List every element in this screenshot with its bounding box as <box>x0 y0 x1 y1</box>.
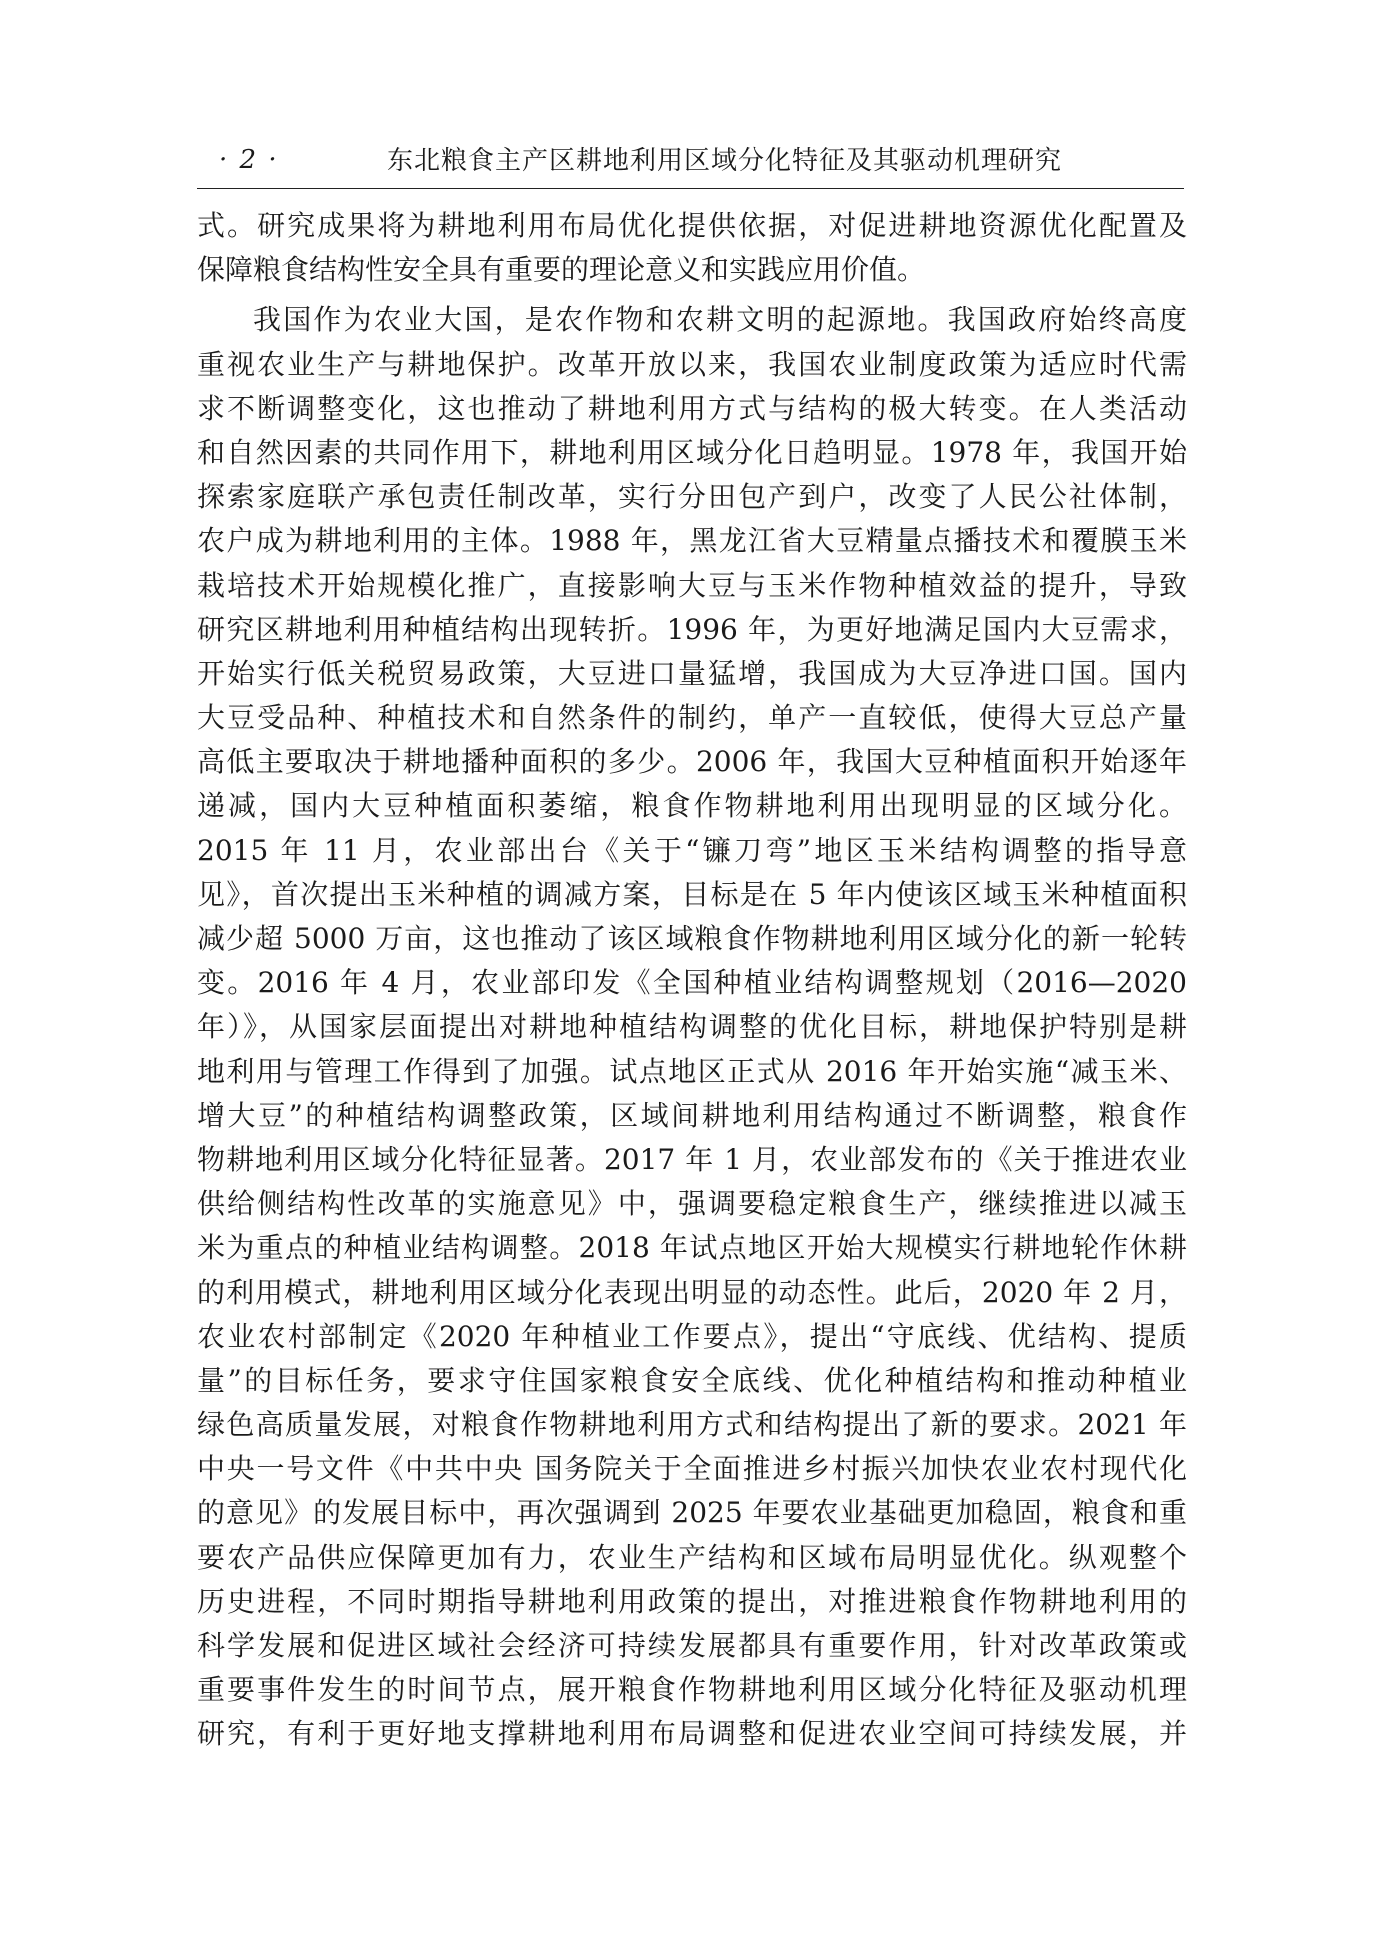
text-line: 求不断调整变化，这也推动了耕地利用方式与结构的极大转变。在人类活动 <box>197 391 1187 425</box>
paragraph <box>197 298 1187 1756</box>
text-line: 减少超 5000 万亩，这也推动了该区域粮食作物耕地利用区域分化的新一轮转 <box>197 922 1187 955</box>
text-line: 增大豆”的种植结构调整政策，区域间耕地利用结构通过不断调整，粮食作 <box>197 1098 1187 1132</box>
text-line: 重视农业生产与耕地保护。改革开放以来，我国农业制度政策为适应时代需 <box>197 347 1187 381</box>
body-text <box>197 204 1187 1757</box>
text-line: 我国作为农业大国，是农作物和农耕文明的起源地。我国政府始终高度 <box>253 303 1187 337</box>
text-line: 中央一号文件《中共中央 国务院关于全面推进乡村振兴加快农业农村现代化 <box>197 1452 1187 1486</box>
text-line: 历史进程，不同时期指导耕地利用政策的提出，对推进粮食作物耕地利用的 <box>197 1584 1187 1618</box>
text-line: 大豆受品种、种植技术和自然条件的制约，单产一直较低，使得大豆总产量 <box>197 701 1187 735</box>
text-line: 重要事件发生的时间节点，展开粮食作物耕地利用区域分化特征及驱动机理 <box>197 1673 1187 1707</box>
running-head <box>197 140 1184 190</box>
text-line: 开始实行低关税贸易政策，大豆进口量猛增，我国成为大豆净进口国。国内 <box>197 656 1187 690</box>
text-line: 米为重点的种植业结构调整。2018 年试点地区开始大规模实行耕地轮作休耕 <box>197 1231 1187 1265</box>
text-line: 科学发展和促进区域社会经济可持续发展都具有重要作用，针对改革政策或 <box>197 1629 1187 1662</box>
text-line: 农户成为耕地利用的主体。1988 年，黑龙江省大豆精量点播技术和覆膜玉米 <box>197 524 1187 558</box>
text-line: 保障粮食结构性安全具有重要的理论意义和实践应用价值。 <box>197 253 926 287</box>
text-line: 式。研究成果将为耕地利用布局优化提供依据，对促进耕地资源优化配置及 <box>197 209 1187 242</box>
text-line: 见》，首次提出玉米种植的调减方案，目标是在 5 年内使该区域玉米种植面积 <box>197 877 1187 911</box>
text-line: 的利用模式，耕地利用区域分化表现出明显的动态性。此后，2020 年 2 月， <box>197 1275 1187 1309</box>
text-line: 年）》，从国家层面提出对耕地种植结构调整的优化目标，耕地保护特别是耕 <box>197 1010 1187 1044</box>
text-line: 递减，国内大豆种植面积萎缩，粮食作物耕地利用出现明显的区域分化。 <box>197 789 1187 823</box>
paragraph <box>197 204 1187 292</box>
text-line: 探索家庭联产承包责任制改革，实行分田包产到户，改变了人民公社体制， <box>197 480 1187 514</box>
text-line: 绿色高质量发展，对粮食作物耕地利用方式和结构提出了新的要求。2021 年 <box>197 1408 1187 1442</box>
text-line: 地利用与管理工作得到了加强。试点地区正式从 2016 年开始实施“减玉米、 <box>197 1054 1187 1088</box>
text-line: 栽培技术开始规模化推广，直接影响大豆与玉米作物种植效益的提升，导致 <box>197 568 1187 602</box>
text-line: 物耕地利用区域分化特征显著。2017 年 1 月，农业部发布的《关于推进农业 <box>197 1142 1187 1176</box>
text-line: 2015 年 11 月，农业部出台《关于“镰刀弯”地区玉米结构调整的指导意 <box>197 833 1187 867</box>
text-line: 要农产品供应保障更加有力，农业生产结构和区域布局明显优化。纵观整个 <box>197 1540 1187 1574</box>
text-line: 供给侧结构性改革的实施意见》中，强调要稳定粮食生产，继续推进以减玉 <box>197 1187 1187 1221</box>
text-line: 研究区耕地利用种植结构出现转折。1996 年，为更好地满足国内大豆需求， <box>197 612 1187 646</box>
running-title: 东北粮食主产区耕地利用区域分化特征及其驱动机理研究 <box>387 146 1063 176</box>
text-line: 和自然因素的共同作用下，耕地利用区域分化日趋明显。1978 年，我国开始 <box>197 435 1187 469</box>
text-line: 研究，有利于更好地支撑耕地利用布局调整和促进农业空间可持续发展，并 <box>197 1717 1187 1751</box>
text-line: 高低主要取决于耕地播种面积的多少。2006 年，我国大豆种植面积开始逐年 <box>197 745 1187 779</box>
page-number: · 2 · <box>219 145 279 175</box>
text-line: 农业农村部制定《2020 年种植业工作要点》，提出“守底线、优结构、提质 <box>197 1319 1187 1353</box>
text-line: 的意见》的发展目标中，再次强调到 2025 年要农业基础更加稳固，粮食和重 <box>197 1496 1187 1530</box>
header-rule <box>197 188 1184 189</box>
text-line: 变。2016 年 4 月，农业部印发《全国种植业结构调整规划（2016—2020 <box>197 966 1187 1000</box>
text-line: 量”的目标任务，要求守住国家粮食安全底线、优化种植结构和推动种植业 <box>197 1363 1187 1397</box>
